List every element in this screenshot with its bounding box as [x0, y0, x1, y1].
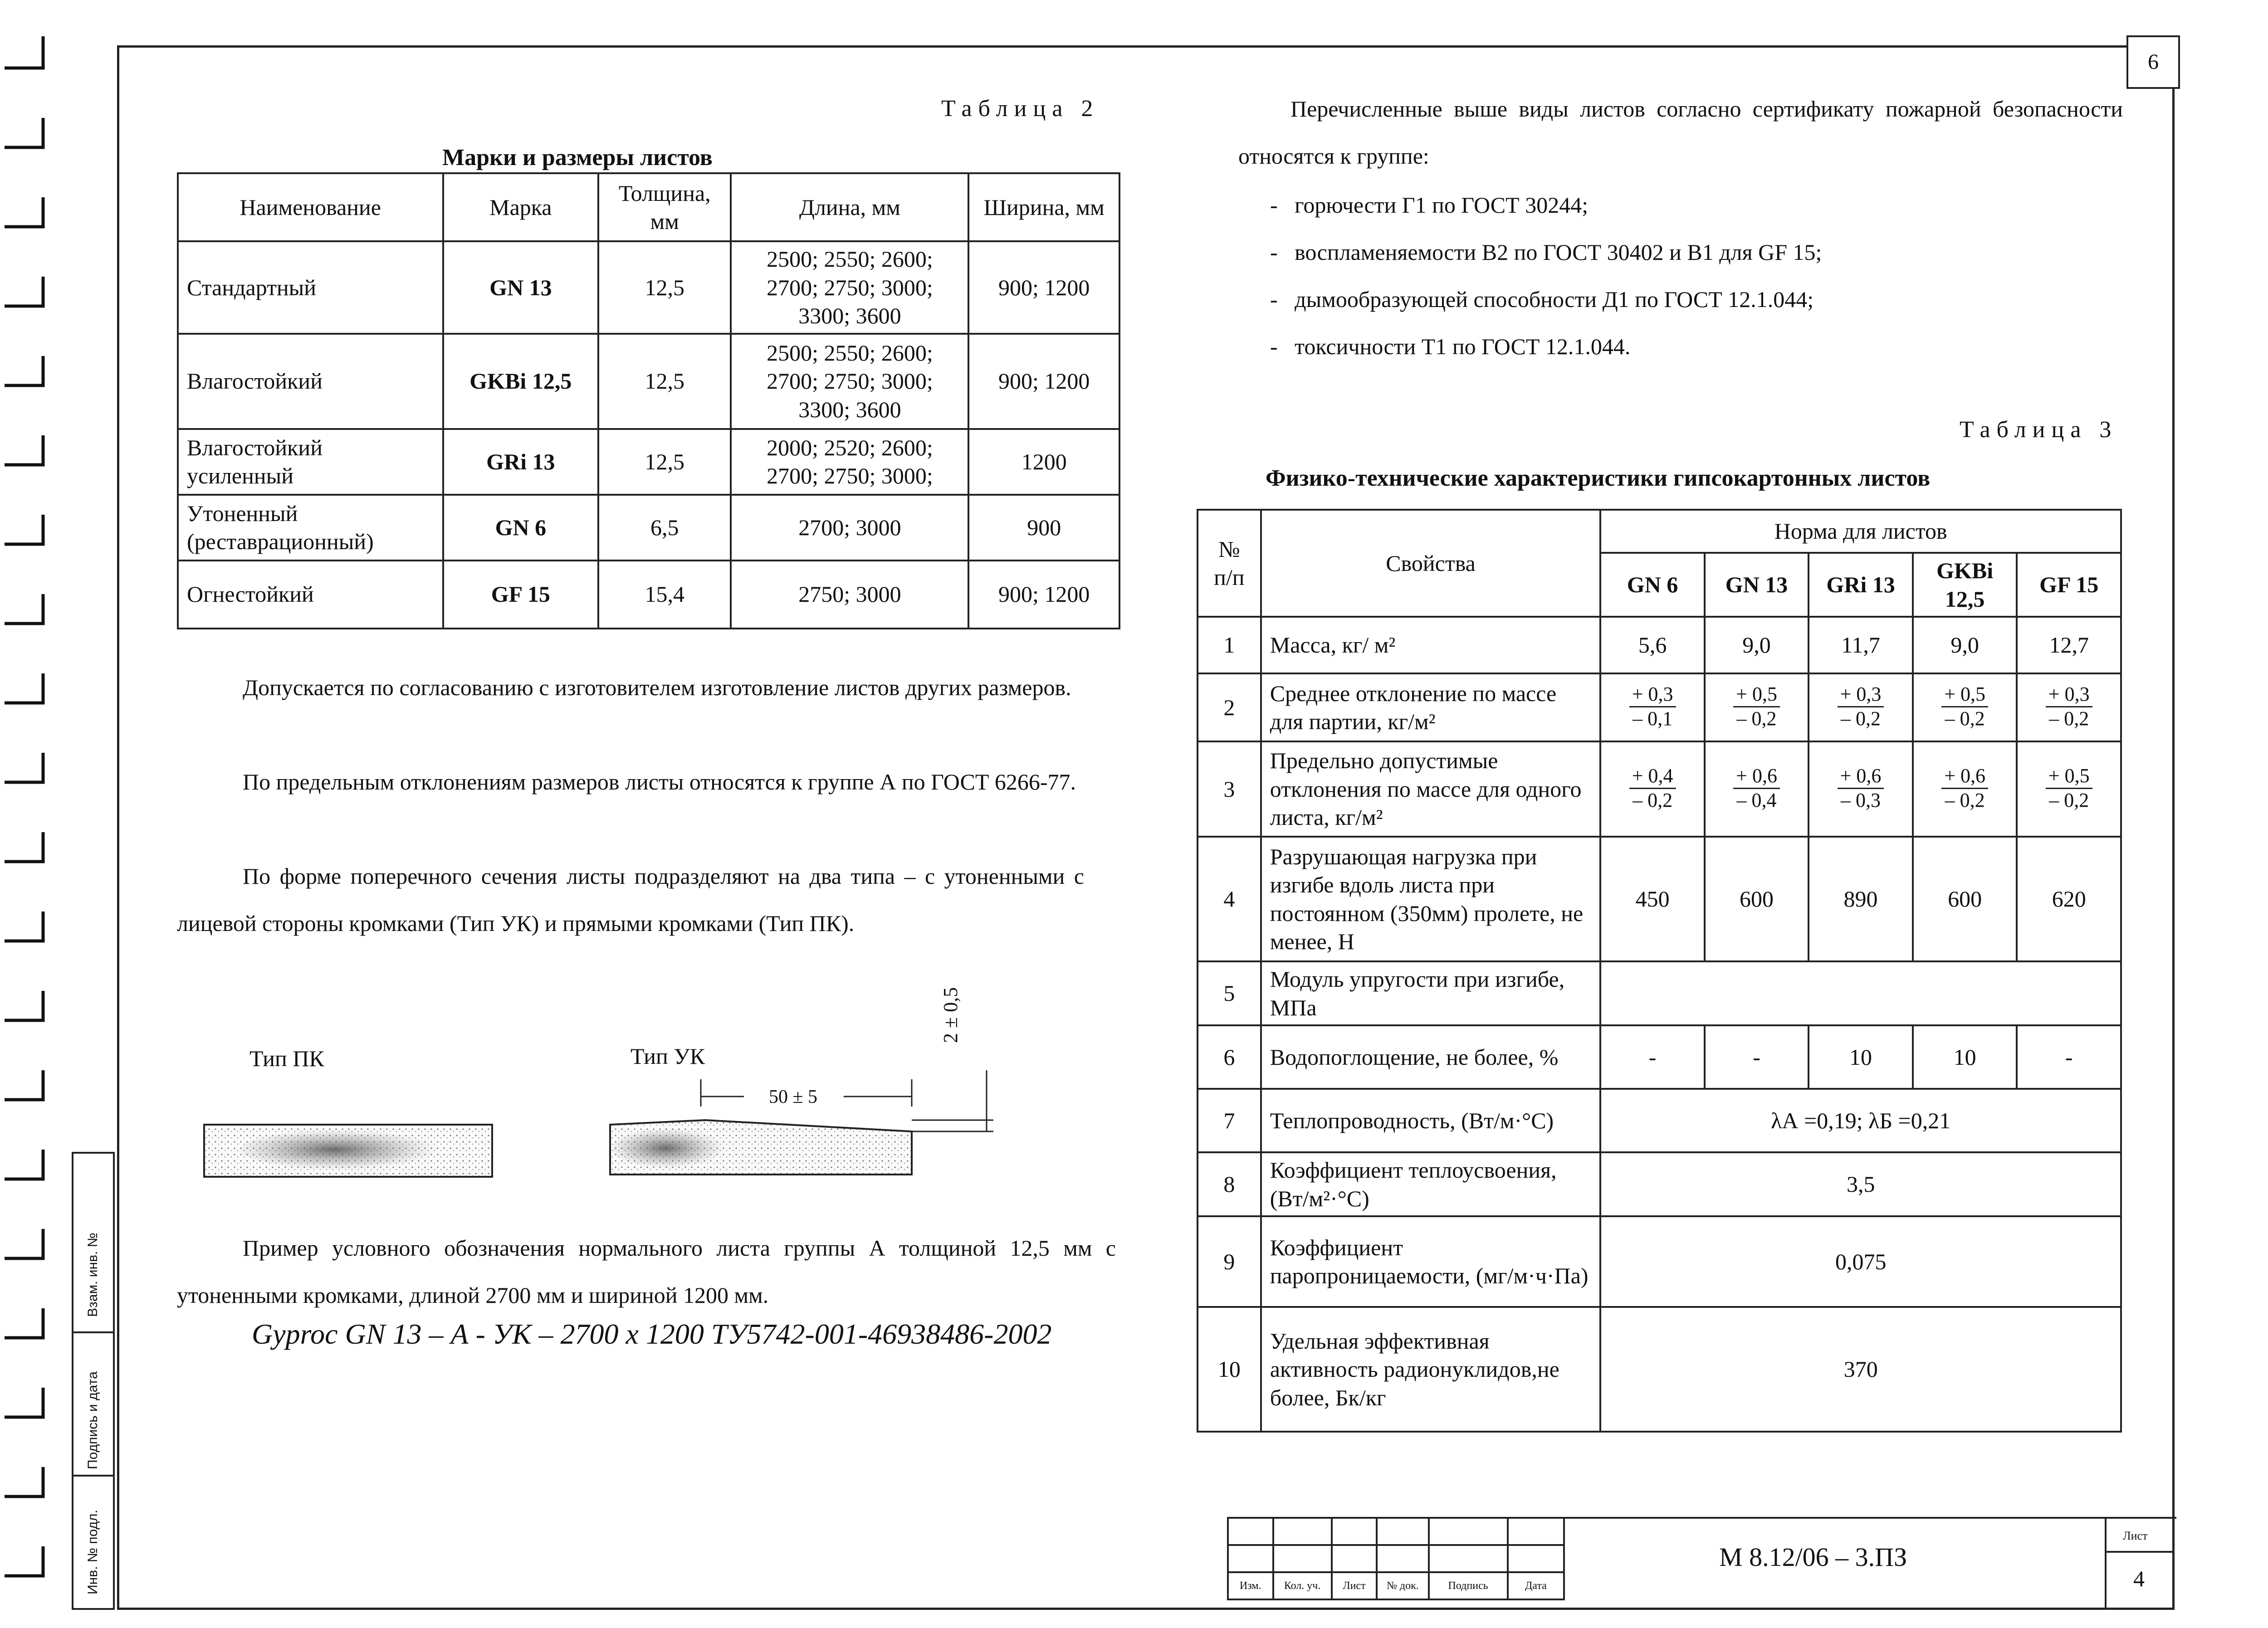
t3-r9-prop: Коэффициент паропроницаемости, (мг/м·ч·Па) [1261, 1216, 1601, 1307]
fire-item-4 [1270, 323, 1822, 370]
stamp-col-sign: Подпись [1429, 1572, 1508, 1599]
t2-row1-length: 2500; 2550; 2600; 2700; 2750; 3000; 3300; 3600 [731, 241, 968, 334]
t2-row2-length: 2500; 2550; 2600; 2700; 2750; 3000; 3300; 3600 [731, 334, 968, 429]
left-paragraph-3: По форме поперечного сечения листы подразделяют на два типа – с утоненными с лицевой стороны кромками (Тип УК) и прямыми кромками (Тип ПК). [177, 863, 1084, 936]
t3-col-gn6: GN 6 [1600, 553, 1704, 617]
t3-r10-prop: Удельная эффективная активность радионуклидов,не более, Бк/кг [1261, 1307, 1601, 1432]
t2-header-mark: Марка [443, 173, 599, 241]
t3-r1-v2: 9,0 [1705, 617, 1809, 673]
table3-label: Таблица 3 [1960, 417, 2118, 443]
t2-row4-mark: GN 6 [443, 495, 599, 561]
side-cell-inv [72, 1475, 115, 1610]
t3-r1-v3: 11,7 [1809, 617, 1913, 673]
fire-item-4-text: токсичности Т1 по ГОСТ 12.1.044. [1295, 334, 1631, 359]
t2-row5-thick: 15,4 [598, 561, 731, 629]
t3-r6-v4: 10 [1913, 1025, 2017, 1089]
t3-r3-num: 3 [1198, 741, 1261, 837]
t2-row1-mark: GN 13 [443, 241, 599, 334]
t3-r3-prop: Предельно допустимые отклонения по массе для одного листа, кг/м² [1261, 741, 1601, 837]
t3-r2-v5: $\frac{+ 0,3}{- 0,2}$ [2017, 673, 2121, 741]
t3-r2-v4: $\frac{+ 0,5}{- 0,2}$ [1913, 673, 2017, 741]
edge-profiles-drawing [195, 1070, 1034, 1188]
dash: - [1270, 239, 1278, 265]
table3-title: Физико-технические характеристики гипсокартонных листов [1266, 465, 1931, 491]
t2-header-length: Длина, мм [731, 173, 968, 241]
fire-item-1-text: горючести Г1 по ГОСТ 30244; [1295, 192, 1589, 218]
dim-depth-label: 2 ± 0,5 [939, 987, 962, 1043]
t2-row3-mark: GRi 13 [443, 429, 599, 495]
t3-r3-v2: $\frac{+ 0,6}{- 0,4}$ [1705, 741, 1809, 837]
t3-r4-v5: 620 [2017, 837, 2121, 961]
t3-r1-v4: 9,0 [1913, 617, 2017, 673]
doc-code: М 8.12/06 – 3.ПЗ [1719, 1542, 1907, 1572]
t3-col-gri13: GRi 13 [1809, 553, 1913, 617]
t3-r8-prop: Коэффициент теплоусвоения, (Вт/м²·°С) [1261, 1152, 1601, 1216]
t3-col-gf15: GF 15 [2017, 553, 2121, 617]
left-paragraph-2: По предельным отклонениям размеров листы относятся к группе А по ГОСТ 6266-77. [243, 769, 1076, 795]
t2-row2-thick: 12,5 [598, 334, 731, 429]
t3-r6-prop: Водопоглощение, не более, % [1261, 1025, 1601, 1089]
table2-title: Марки и размеры листов [442, 145, 713, 171]
t3-r7-num: 7 [1198, 1089, 1261, 1152]
t2-row5-mark: GF 15 [443, 561, 599, 629]
t3-header-num: № п/п [1198, 510, 1261, 617]
t3-r8-num: 8 [1198, 1152, 1261, 1216]
dim-width-label: 50 ± 5 [769, 1087, 818, 1107]
t3-r4-prop: Разрушающая нагрузка при изгибе вдоль листа при постоянном (350мм) пролете, не менее, Н [1261, 837, 1601, 961]
fire-item-2 [1270, 229, 1822, 276]
stamp-table [1227, 1517, 1565, 1600]
dash: - [1270, 192, 1278, 218]
t2-row1-thick: 12,5 [598, 241, 731, 334]
t3-r1-prop: Масса, кг/ м² [1261, 617, 1601, 673]
left-paragraph-4: Пример условного обозначения нормального листа группы А толщиной 12,5 мм с утоненными кромками, длиной 2700 мм и шириной 1200 мм. [177, 1235, 1116, 1308]
t3-r2-prop: Среднее отклонение по массе для партии, кг/м² [1261, 673, 1601, 741]
fire-item-1 [1270, 181, 1822, 229]
table2 [177, 172, 1120, 629]
side-cell-podpis [72, 1331, 115, 1477]
side-cell-vzam [72, 1152, 115, 1333]
stamp-col-list: Лист [1332, 1572, 1377, 1599]
stamp-col-date: Дата [1508, 1572, 1564, 1599]
t2-row5-width: 900; 1200 [968, 561, 1119, 629]
stamp-col-doc: № док. [1377, 1572, 1428, 1599]
t3-r1-num: 1 [1198, 617, 1261, 673]
t2-row3-length: 2000; 2520; 2600; 2700; 2750; 3000; [731, 429, 968, 495]
t2-header-name: Наименование [178, 173, 443, 241]
t2-row5-length: 2750; 3000 [731, 561, 968, 629]
t2-row5-name: Огнестойкий [178, 561, 443, 629]
type-uk-label: Тип УК [631, 1043, 705, 1069]
t3-r8-value: 3,5 [1600, 1152, 2121, 1216]
t2-header-thick: Толщина, мм [598, 173, 731, 241]
t3-r2-v2: $\frac{+ 0,5}{- 0,2}$ [1705, 673, 1809, 741]
t3-r6-v1: - [1600, 1025, 1704, 1089]
t2-row4-name: Утоненный (реставрационный) [178, 495, 443, 561]
t3-r4-num: 4 [1198, 837, 1261, 961]
t3-r3-v4: $\frac{+ 0,6}{- 0,2}$ [1913, 741, 2017, 837]
t3-col-gn13: GN 13 [1705, 553, 1809, 617]
t2-row2-width: 900; 1200 [968, 334, 1119, 429]
t3-r3-v5: $\frac{+ 0,5}{- 0,2}$ [2017, 741, 2121, 837]
t3-r6-v5: - [2017, 1025, 2121, 1089]
t2-row2-mark: GKBi 12,5 [443, 334, 599, 429]
t3-header-prop: Свойства [1261, 510, 1601, 617]
t3-r4-v4: 600 [1913, 837, 2017, 961]
t3-r4-v3: 890 [1809, 837, 1913, 961]
fire-list [1270, 181, 1822, 370]
t3-r7-prop: Теплопроводность, (Вт/м·°С) [1261, 1089, 1601, 1152]
t3-r5-value [1600, 961, 2121, 1025]
t3-r10-num: 10 [1198, 1307, 1261, 1432]
t3-r9-num: 9 [1198, 1216, 1261, 1307]
t2-row1-width: 900; 1200 [968, 241, 1119, 334]
t2-row4-thick: 6,5 [598, 495, 731, 561]
t3-r3-v1: $\frac{+ 0,4}{- 0,2}$ [1600, 741, 1704, 837]
t3-r7-value: λА =0,19; λБ =0,21 [1600, 1089, 2121, 1152]
dash: - [1270, 287, 1278, 312]
t2-row4-length: 2700; 3000 [731, 495, 968, 561]
fire-item-3 [1270, 276, 1822, 323]
side-podpis-label: Подпись и дата [85, 1371, 100, 1469]
t2-row1-name: Стандартный [178, 241, 443, 334]
t3-header-norm: Норма для листов [1600, 510, 2121, 553]
table2-label: Таблица 2 [941, 96, 1100, 122]
t3-r2-v3: $\frac{+ 0,3}{- 0,2}$ [1809, 673, 1913, 741]
side-inv-label: Инв. № подл. [85, 1510, 100, 1594]
t3-col-gkbi: GKBi 12,5 [1913, 553, 2017, 617]
sheet-number: 4 [2133, 1566, 2145, 1591]
sheet-label: Лист [2123, 1529, 2148, 1542]
t3-r1-v1: 5,6 [1600, 617, 1704, 673]
t3-r6-num: 6 [1198, 1025, 1261, 1089]
t2-row4-width: 900 [968, 495, 1119, 561]
t3-r5-prop: Модуль упругости при изгибе, МПа [1261, 961, 1601, 1025]
t2-row3-thick: 12,5 [598, 429, 731, 495]
binder-marks [0, 27, 59, 1628]
t3-r2-num: 2 [1198, 673, 1261, 741]
left-paragraph-1: Допускается по согласованию с изготовителем изготовление листов других размеров. [243, 675, 1071, 700]
sheet-box-divider [2105, 1551, 2175, 1553]
t3-r1-v5: 12,7 [2017, 617, 2121, 673]
t2-row3-width: 1200 [968, 429, 1119, 495]
right-intro: Перечисленные выше виды листов согласно сертификату пожарной безопасности относятся к группе: [1238, 96, 2123, 169]
t3-r2-v1: $\frac{+ 0,3}{- 0,1}$ [1600, 673, 1704, 741]
side-vzam-label: Взам. инв. № [85, 1233, 100, 1317]
t3-r6-v3: 10 [1809, 1025, 1913, 1089]
t2-row3-name: Влагостойкий усиленный [178, 429, 443, 495]
type-pk-label: Тип ПК [249, 1046, 324, 1071]
fire-item-3-text: дымообразующей способности Д1 по ГОСТ 12.1.044; [1295, 287, 1814, 312]
t3-r4-v1: 450 [1600, 837, 1704, 961]
t3-r3-v3: $\frac{+ 0,6}{- 0,3}$ [1809, 741, 1913, 837]
t3-r10-value: 370 [1600, 1307, 2121, 1432]
t3-r4-v2: 600 [1705, 837, 1809, 961]
fire-item-2-text: воспламеняемости В2 по ГОСТ 30402 и В1 для GF 15; [1295, 239, 1822, 265]
table3 [1197, 509, 2122, 1433]
dash: - [1270, 334, 1278, 359]
page-number: 6 [2126, 35, 2180, 89]
t3-r5-num: 5 [1198, 961, 1261, 1025]
t3-r6-v2: - [1705, 1025, 1809, 1089]
designation-example: Gyproc GN 13 – А - УК – 2700 х 1200 ТУ5742-001-46938486-2002 [252, 1318, 1052, 1350]
t3-r9-value: 0,075 [1600, 1216, 2121, 1307]
stamp-col-kol: Кол. уч. [1273, 1572, 1332, 1599]
t2-row2-name: Влагостойкий [178, 334, 443, 429]
stamp-col-izm: Изм. [1228, 1572, 1273, 1599]
t2-header-width: Ширина, мм [968, 173, 1119, 241]
